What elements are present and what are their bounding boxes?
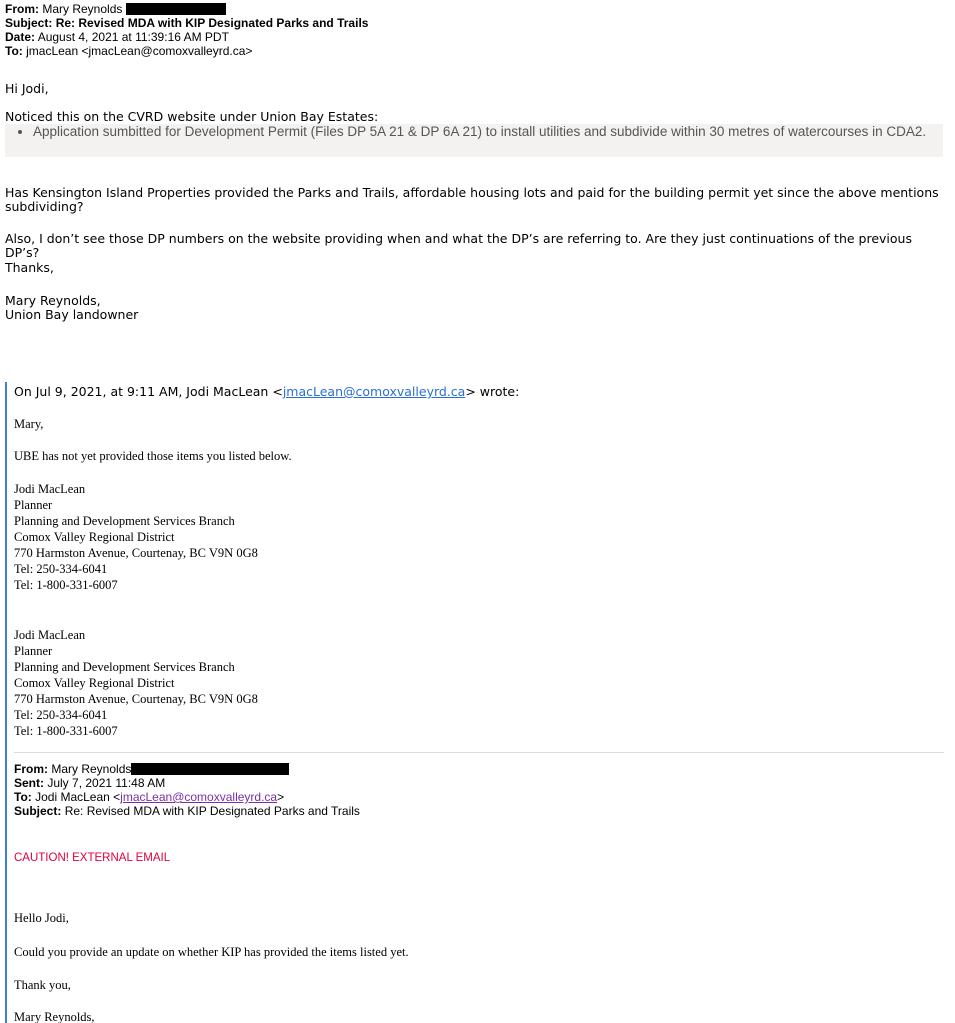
divider [14,752,944,753]
date-text: August 4, 2021 at 11:39:16 AM PDT [37,30,229,44]
noticed-text: Noticed this on the CVRD website under Union Bay Estates: [5,109,379,124]
quoted-bullet-box [5,124,943,157]
forwarded-signature: Mary Reynolds, [14,1010,95,1023]
from-name: Mary Reynolds [42,2,123,16]
signature-block-2: Jodi MacLean Planner Planning and Development Services Branch Comox Valley Regional District 770 Harmston Avenue, Courtenay, BC V9N 0G8 Tel: 250-334-6041 Tel: 1-800-331-6007 [14,628,258,738]
to-text: jmacLean <jmacLean@comoxvalleyrd.ca> [26,44,253,58]
email-link[interactable]: jmacLean@comoxvalleyrd.ca [120,790,278,804]
email-link[interactable]: jmacLean@comoxvalleyrd.ca [282,384,466,399]
quote-message: UBE has not yet provided those items you listed below. [14,449,292,463]
from-line: From: Mary Reynolds [5,2,368,16]
forwarded-thanks: Thank you, [14,978,71,992]
bullet-item: • Application sumbitted for Development Permit (Files DP 5A 21 & DP 6A 21) to install utilities and subdivide within 30 metres of watercourses in CDA2. [33,124,943,139]
quote-intro: On Jul 9, 2021, at 9:11 AM, Jodi MacLean <jmacLean@comoxvalleyrd.ca> wrote: [14,384,520,399]
greeting: Hi Jodi, [5,81,49,96]
para-1: Has Kensington Island Properties provided the Parks and Trails, affordable housing lots and paid for the building permit yet since the above mentions subdividing? [5,185,939,214]
signature-block-1: Jodi MacLean Planner Planning and Development Services Branch Comox Valley Regional District 770 Harmston Avenue, Courtenay, BC V9N 0G8 Tel: 250-334-6041 Tel: 1-800-331-6007 [14,482,258,592]
forwarded-message: Could you provide an update on whether KIP has provided the items listed yet. [14,945,409,959]
redacted-block [131,763,289,775]
redacted-block [126,3,226,15]
forwarded-header: From: Mary Reynolds Sent: July 7, 2021 11:48 AM To: Jodi MacLean <jmacLean@comoxvalleyrd.ca> Subject: Re: Revised MDA with KIP Designated Parks and Trails [14,762,360,818]
forwarded-greeting: Hello Jodi, [14,911,69,925]
quote-salutation: Mary, [14,417,44,431]
signature-name: Mary Reynolds, [5,293,101,308]
to-line: To: jmacLean <jmacLean@comoxvalleyrd.ca> [5,44,253,58]
para-2: Also, I don’t see those DP numbers on the website providing when and what the DP’s are referring to. Are they just continuations of the previous DP’s? [5,231,912,260]
thanks-text: Thanks, [5,260,54,275]
quote-bar [5,382,7,1023]
email-header [5,2,368,58]
caution-banner: CAUTION! EXTERNAL EMAIL [14,852,171,864]
subject-line: Subject: Re: Revised MDA with KIP Designated Parks and Trails [5,16,369,30]
signature-title: Union Bay landowner [5,307,139,322]
subject-text: Re: Revised MDA with KIP Designated Parks and Trails [55,16,369,30]
date-line: Date: August 4, 2021 at 11:39:16 AM PDT [5,30,229,44]
